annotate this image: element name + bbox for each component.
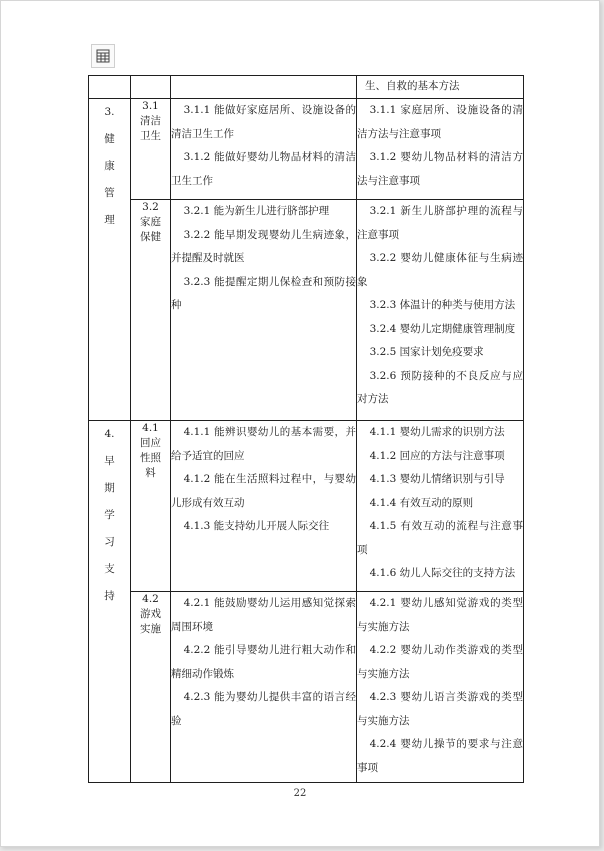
unit-label: 4.1 回应 性照 料 [140, 422, 161, 479]
table-row [89, 76, 524, 99]
unit-label: 3.1 清洁 卫生 [140, 100, 161, 142]
table-grid-icon[interactable] [91, 44, 115, 68]
skill-cell [171, 99, 357, 200]
area-label: 3. 健 康 管 理 [104, 106, 115, 226]
page-number: 22 [293, 788, 307, 799]
knowledge-cell [357, 76, 524, 99]
knowledge-item: 4.2.2 婴幼儿动作类游戏的类型与实施方法 [357, 644, 523, 680]
knowledge-cell [357, 200, 524, 421]
knowledge-item: 4.1.1 婴幼儿需求的识别方法 [369, 426, 505, 438]
knowledge-cell [357, 421, 524, 592]
knowledge-item: 4.1.5 有效互动的流程与注意事项 [357, 520, 523, 556]
skill-cell [171, 200, 357, 421]
skill-cell [171, 76, 357, 99]
unit-label: 4.2 游戏 实施 [140, 593, 161, 635]
area-cell [89, 76, 131, 99]
knowledge-item: 3.2.3 体温计的种类与使用方法 [369, 299, 516, 311]
skill-item: 3.2.1 能为新生儿进行脐部护理 [183, 205, 330, 217]
knowledge-item: 4.1.2 回应的方法与注意事项 [369, 449, 505, 462]
knowledge-item: 4.2.1 婴幼儿感知觉游戏的类型与实施方法 [357, 597, 523, 633]
unit-label: 3.2 家庭 保健 [140, 201, 161, 243]
knowledge-item: 3.2.6 预防接种的不良反应与应对方法 [357, 369, 523, 405]
knowledge-item: 3.2.1 新生儿脐部护理的流程与注意事项 [357, 205, 523, 241]
unit-cell [131, 421, 171, 592]
skill-item: 4.2.2 能引导婴幼儿进行粗大动作和精细动作锻炼 [171, 644, 356, 680]
skill-item: 3.1.2 能做好婴幼儿物品材料的清洁卫生工作 [171, 151, 356, 187]
table-row [89, 592, 524, 783]
table-row [89, 421, 524, 592]
skill-item: 3.2.3 能提醒定期儿保检查和预防接种 [171, 275, 356, 311]
knowledge-item: 4.1.4 有效互动的原则 [369, 496, 474, 509]
knowledge-item: 4.2.3 婴幼儿语言类游戏的类型与实施方法 [357, 691, 523, 727]
skill-cell [171, 421, 357, 592]
unit-cell [131, 76, 171, 99]
skill-item: 4.2.1 能鼓励婴幼儿运用感知觉探索周围环境 [171, 597, 356, 633]
table-row [89, 99, 524, 200]
area-cell [89, 99, 131, 421]
knowledge-cell [357, 592, 524, 783]
knowledge-item: 4.1.3 婴幼儿情绪识别与引导 [369, 473, 505, 485]
area-cell [89, 421, 131, 783]
knowledge-item: 3.1.2 婴幼儿物品材料的清洁方法与注意事项 [357, 151, 523, 187]
skill-item: 3.1.1 能做好家庭居所、设施设备的清洁卫生工作 [171, 104, 356, 140]
unit-cell [131, 592, 171, 783]
skill-item: 4.1.1 能辨识婴幼儿的基本需要，并给予适宜的回应 [171, 426, 356, 462]
skill-item: 4.1.3 能支持幼儿开展人际交往 [183, 520, 330, 532]
knowledge-item: 3.2.4 婴幼儿定期健康管理制度 [369, 322, 516, 335]
knowledge-item: 生、自救的基本方法 [365, 80, 460, 92]
unit-cell [131, 200, 171, 421]
curriculum-table [88, 75, 524, 783]
knowledge-item: 3.2.2 婴幼儿健康体征与生病迹象 [357, 252, 523, 288]
table-row [89, 200, 524, 421]
area-label: 4. 早 期 学 习 支 持 [104, 428, 115, 602]
knowledge-item: 4.2.4 婴幼儿操节的要求与注意事项 [357, 738, 523, 774]
knowledge-cell [357, 99, 524, 200]
unit-cell [131, 99, 171, 200]
knowledge-item: 4.1.6 幼儿人际交往的支持方法 [369, 567, 516, 579]
knowledge-item: 3.2.5 国家计划免疫要求 [369, 346, 484, 358]
knowledge-item: 3.1.1 家庭居所、设施设备的清洁方法与注意事项 [357, 104, 523, 140]
skill-item: 4.2.3 能为婴幼儿提供丰富的语言经验 [171, 691, 356, 727]
skill-cell [171, 592, 357, 783]
skill-item: 3.2.2 能早期发现婴幼儿生病迹象，并提醒及时就医 [171, 228, 356, 264]
skill-item: 4.1.2 能在生活照料过程中，与婴幼儿形成有效互动 [171, 473, 356, 509]
